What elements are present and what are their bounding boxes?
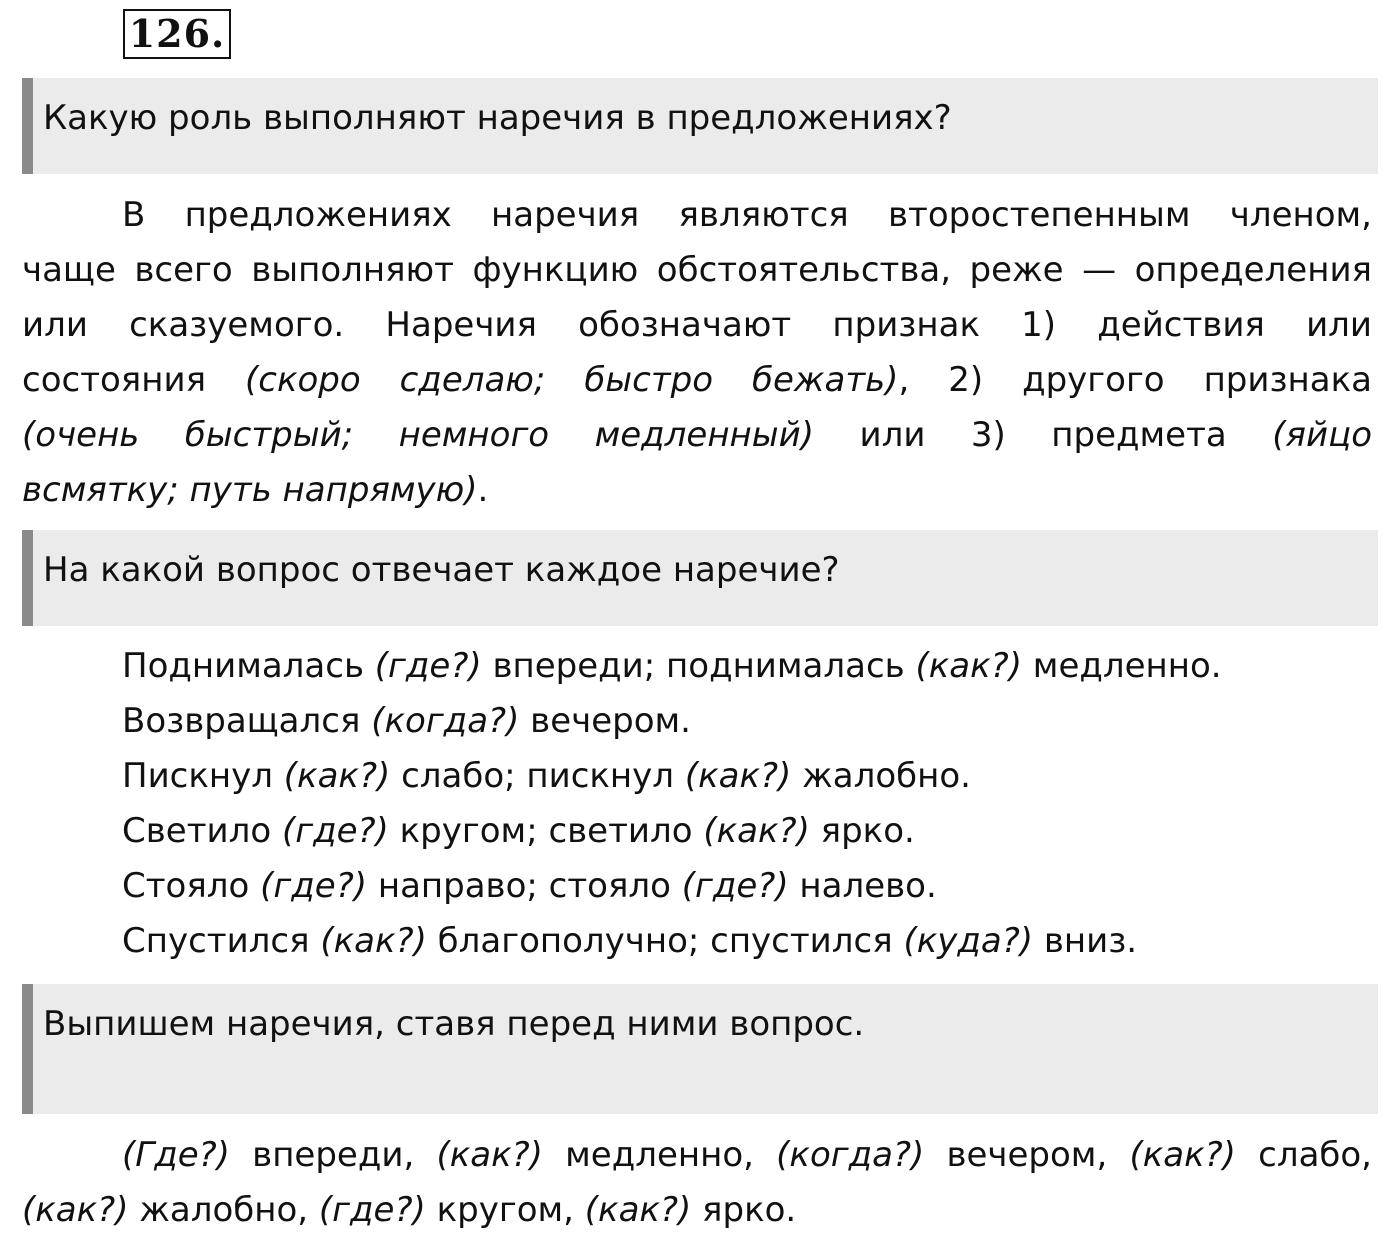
question-1-text: Какую роль выполняют наречия в предложениях? <box>43 98 952 138</box>
final-line-1 <box>22 1128 1372 1183</box>
final-question: (Где?) <box>122 1135 230 1175</box>
example-text: налево. <box>788 866 937 906</box>
examples-list <box>122 639 1222 969</box>
final-text: ярко. <box>691 1190 797 1230</box>
final-question: (как?) <box>584 1190 692 1230</box>
example-question: (куда?) <box>903 921 1034 961</box>
example-question: (как?) <box>703 811 810 851</box>
question-box-3 <box>22 984 1378 1114</box>
answer-1-line-1: В предложениях наречия являются второстепенным членом, <box>122 195 1372 235</box>
answer-1-line-6 <box>22 463 1372 518</box>
example-text: Светило <box>122 811 282 851</box>
example-text: слабо; пискнул <box>390 756 685 796</box>
final-text: медленно, <box>542 1135 777 1175</box>
example-text: вечером. <box>519 701 691 741</box>
example-row <box>122 694 1222 749</box>
answer-1-paragraph <box>22 188 1372 518</box>
final-text: вечером, <box>924 1135 1130 1175</box>
example-question: (где?) <box>374 646 482 686</box>
example-text: Возвращался <box>122 701 372 741</box>
example-text: жалобно. <box>791 756 971 796</box>
final-question: (когда?) <box>776 1135 925 1175</box>
example-text: медленно. <box>1021 646 1222 686</box>
answer-1-l5-b: или 3) предмета <box>814 415 1273 455</box>
example-text: благополучно; спустился <box>426 921 904 961</box>
question-box-1 <box>22 78 1378 174</box>
answer-1-l5-c: (яйцо <box>1272 415 1373 455</box>
answer-1-l5-example: (очень быстрый; немного медленный) <box>22 415 814 455</box>
example-question: (когда?) <box>371 701 520 741</box>
example-text: Спустился <box>122 921 321 961</box>
example-text: ярко. <box>809 811 915 851</box>
final-answer-paragraph <box>22 1128 1372 1238</box>
example-row <box>122 914 1222 969</box>
final-question: (как?) <box>1129 1135 1236 1175</box>
question-box-2 <box>22 530 1378 626</box>
example-row <box>122 859 1222 914</box>
example-question: (как?) <box>915 646 1022 686</box>
answer-1-l4-c: , 2) другого признака <box>898 360 1372 400</box>
question-3-text: Выпишем наречия, ставя перед ними вопрос. <box>43 1004 865 1044</box>
example-text: направо; стояло <box>367 866 682 906</box>
final-text: жалобно, <box>128 1190 319 1230</box>
example-row <box>122 804 1222 859</box>
example-text: Поднималась <box>122 646 375 686</box>
example-text: вниз. <box>1033 921 1138 961</box>
example-text: Пискнул <box>122 756 284 796</box>
example-question: (где?) <box>260 866 368 906</box>
example-question: (где?) <box>681 866 789 906</box>
example-row <box>122 639 1222 694</box>
final-question: (как?) <box>22 1190 129 1230</box>
example-text: впереди; поднималась <box>481 646 916 686</box>
answer-1-l4-a: состояния <box>22 360 245 400</box>
answer-1-l4-example: (скоро сделаю; быстро бежать) <box>244 360 899 400</box>
answer-1-l6-b: . <box>477 470 489 510</box>
answer-1-line-5 <box>22 408 1372 463</box>
final-text: слабо, <box>1235 1135 1372 1175</box>
final-question: (как?) <box>436 1135 543 1175</box>
final-text: впереди, <box>229 1135 437 1175</box>
example-question: (как?) <box>283 756 391 796</box>
task-number: 126. <box>123 9 231 59</box>
answer-1-line-2: чаще всего выполняют функцию обстоятельства, реже — определения <box>22 250 1372 290</box>
example-question: (где?) <box>281 811 389 851</box>
example-question: (как?) <box>684 756 792 796</box>
example-text: кругом; светило <box>388 811 704 851</box>
answer-1-line-4 <box>22 353 1372 408</box>
final-line-2 <box>22 1183 1372 1238</box>
answer-1-l6-example: всмятку; путь напрямую) <box>22 470 478 510</box>
example-row <box>122 749 1222 804</box>
answer-1-line-3: или сказуемого. Наречия обозначают признак 1) действия или <box>22 305 1372 345</box>
final-text: кругом, <box>425 1190 585 1230</box>
example-text: Стояло <box>122 866 261 906</box>
final-question: (где?) <box>318 1190 426 1230</box>
example-question: (как?) <box>320 921 427 961</box>
question-2-text: На какой вопрос отвечает каждое наречие? <box>43 550 840 590</box>
